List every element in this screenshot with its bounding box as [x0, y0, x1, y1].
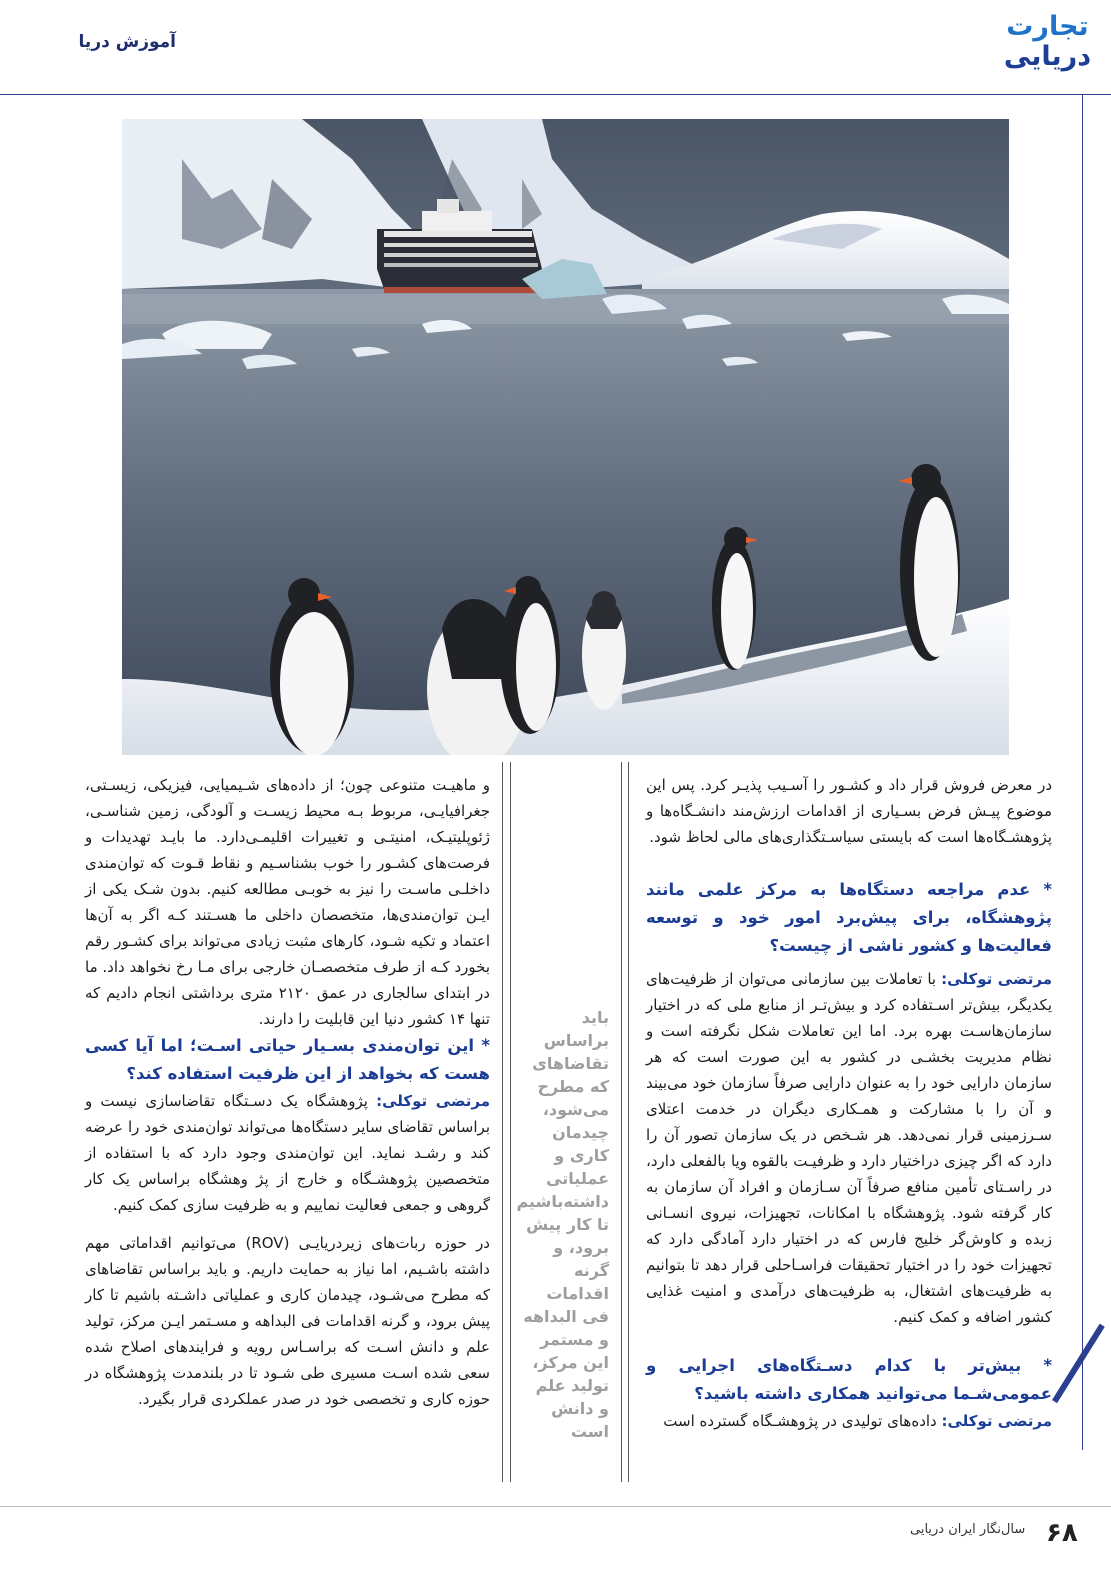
- paragraph: در حوزه ربات‌های زیردریایـی (ROV) می‌توانیم اقداماتی مهم داشته باشـیم، اما نیاز به حمایت داریم. و باید براساس تقاضاهای که مطرح می‌شـود، چیدمان کاری و عملیاتی داشـته باشیم تا کار پیش برود، و گرنه اقدامات فی البداهه و مسـتمر ایـن مرکز، تولید علم و دانش اسـت که براسـاس رویه و فرایندهای اصلاح شده سعی شده اسـت مسیری طی شـود تا در بلندمدت پژوهشگاه در حوزه کاری و تخصصی خود در صدر عملکردی قرار بگیرد.: [85, 1234, 490, 1408]
- magazine-logo: [1000, 12, 1095, 80]
- answer-paragraph: [85, 1088, 490, 1218]
- footer-rule: [0, 1506, 1111, 1507]
- answer-paragraph: [646, 966, 1052, 1330]
- speaker-name: مرتضی توکلی:: [376, 1092, 490, 1110]
- header-rule: [0, 94, 1082, 95]
- answer-paragraph: [646, 1408, 1052, 1434]
- logo-line-1: تجارت: [1006, 11, 1089, 42]
- section-title: آموزش دریا: [78, 32, 176, 52]
- side-rule: [1082, 94, 1083, 1450]
- answer-text: با تعاملات بین سازمانی می‌توان از ظرفیت‌های یکدیگر، بیش‌تر اسـتفاده کرد و بیش‌تـر از منابع ملی که در اختیار سازمان‌هاسـت بهره برد. اما این تعاملات شکل نگرفته است و نظام مدیریت بخشـی در کشور به این صورت است که هر سازمان دارایی خود را به عنوان دارایی صرفاً سازمان خود می‌بیند و آن را با مشارکت و همـکاری دیگران در خدمت اعتلای سـرزمینی قرار نمی‌دهد. هر شـخص در یک سازمان تصور آن را دارد که اگر چیزی دراختیار دارد و ظرفیـت بالقوه ویا بالفعلی دارد، در راسـتای تأمین منافع صرفاً آن سـازمان و افراد آن سازمان به کار گرفته شود. پژوهشگاه با امکانات، تجهیزات، نیروی انسـانی زبده و کاوش‌گر خلیج فارس که در اختیار دارد آمادگی دارد که تجهیزات خود را در اختیار تحقیقات فراسـاحلی قرار دهد تا بتوانیم به ظرفیت‌های اشتغال، به ظرفیت‌های درآمدی و امنیت غذایی کشور اضافه و کمک کنیم.: [646, 970, 1052, 1326]
- logo-line-2: دریایی: [1003, 41, 1092, 72]
- question-heading: * این توان‌مندی بسـیار حیاتی اسـت؛ اما آیا کسی هست که بخواهد از این ظرفیت استفاده کند؟: [85, 1036, 490, 1083]
- paragraph: و ماهیـت متنوعی چون؛ از داده‌های شـیمیایی، فیزیکی، زیسـتی، جغرافیایـی، مربوط بـه محیط زیسـت و آلودگی، زمین شناسـی، ژئوپلیتیـک، امنیتـی و تغییرات اقلیمـی‌دارد. ما بایـد تهدیدات و فرصت‌های کشـور را خوب بشناسـیم و نقاط قـوت که توان‌مندی داخلـی ماسـت را نیز به خوبـی مطالعه کنیم. بدون شـک یکی از ایـن توان‌مندی‌ها، متخصصان داخلی ما هسـتند کـه اگر به آن‌ها اعتماد و تکیه شـود، کارهای مثبت زیادی می‌تواند برای کشـور رقم بخورد کـه از طرف متخصصـان خارجی برای مـا رخ نخواهد داد. ما در ابتدای سالجاری در عمق ۲۱۲۰ متری برداشتی انجام دادیم که تنها ۱۴ کشور دنیا این قابلیت را دارند.: [85, 776, 490, 1028]
- left-text-column: [85, 772, 490, 1412]
- question-heading: * عدم مراجعه دستگاه‌ها به مرکز علمی مانند پژوهشگاه، برای پیش‌برد امور خود و توسعه فعالیت‌ها و کشور ناشی از چیست؟: [646, 880, 1052, 955]
- question-heading: * بیش‌تر با کدام دسـتگاه‌های اجرایی و عمومی‌شـما می‌توانید همکاری داشته باشید؟: [646, 1356, 1052, 1403]
- answer-text: داده‌های تولیدی در پژوهشـگاه گسترده است: [663, 1412, 942, 1430]
- paragraph: در معرض فروش قرار داد و کشـور را آسـیب پذیـر کرد. پس این موضوع پیـش فرض بسـیاری از اقدامات ارزش‌مند دانشـگاه‌ها و پژوهشـگاه‌ها است که بایستی سیاسـتگذاری‌های مالی لحاظ شود.: [646, 776, 1052, 846]
- pull-quote: باید براساس تقاضاهای که مطرح می‌شود، چیدمان کاری و عملیاتی داشته‌باشیم تا کار پیش برود، و گرنه اقدامات فی البداهه و مستمر این مرکز، تولید علم و دانش است: [516, 1008, 609, 1441]
- column-rule: [628, 762, 629, 1482]
- page-number: ۶۸: [1046, 1518, 1078, 1548]
- column-rule: [621, 762, 622, 1482]
- header-rule-right: [1082, 94, 1111, 95]
- speaker-name: مرتضی توکلی:: [941, 970, 1052, 988]
- corner-stripe: [1052, 1324, 1105, 1404]
- column-rule: [510, 762, 511, 1482]
- right-text-column: [646, 772, 1052, 1434]
- column-rule: [502, 762, 503, 1482]
- answer-text: پژوهشگاه یک دسـتگاه تقاضاسازی نیست و براساس تقاضای سایر دستگاه‌ها می‌تواند توان‌مندی خود را عرضه کند و رشـد نماید. این توان‌مندی وجود دارد که با استفاده از متخصصین پژوهشـگاه و خارج از پژ وهشگاه براساس یک کار گروهی و جمعی فعالیت نماییم و به ظرفیت سازی کمک کنیم.: [85, 1092, 490, 1214]
- penguins-cruise-ship-photo: [122, 119, 1009, 755]
- speaker-name: مرتضی توکلی:: [941, 1412, 1052, 1430]
- magazine-name: سال‌نگار ایران دریایی: [910, 1522, 1026, 1537]
